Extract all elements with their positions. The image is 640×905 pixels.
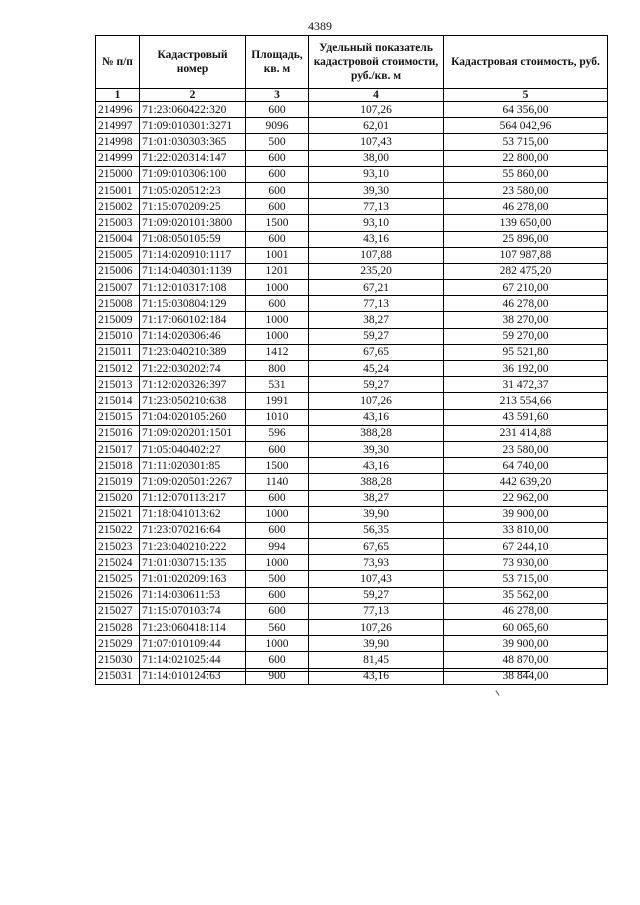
area-cell: 600 <box>246 166 309 182</box>
table-row <box>96 134 608 150</box>
table-row <box>96 102 608 118</box>
cadastral-number-cell: 71:12:020326:397 <box>140 377 246 393</box>
cadastral-number-cell: 71:17:060102:184 <box>140 312 246 328</box>
row-number-cell: 215020 <box>96 490 140 506</box>
cadastral-value-cell: 67 244,10 <box>444 539 608 555</box>
row-number-cell: 215016 <box>96 425 140 441</box>
area-cell: 500 <box>246 134 309 150</box>
table-row <box>96 506 608 522</box>
unit-value-cell: 39,30 <box>309 441 444 457</box>
cadastral-number-cell: 71:14:021025:44 <box>140 652 246 668</box>
area-cell: 600 <box>246 150 309 166</box>
unit-value-cell: 388,28 <box>309 425 444 441</box>
cadastral-number-cell: 71:09:010301:3271 <box>140 118 246 134</box>
unit-value-cell: 67,21 <box>309 280 444 296</box>
row-number-cell: 215029 <box>96 636 140 652</box>
header-cadastral-number: Кадастровый номер <box>140 36 246 89</box>
row-number-cell: 215010 <box>96 328 140 344</box>
cadastral-value-cell: 43 591,60 <box>444 409 608 425</box>
area-cell: 1991 <box>246 393 309 409</box>
table-row <box>96 263 608 279</box>
unit-value-cell: 38,00 <box>309 150 444 166</box>
table-row <box>96 393 608 409</box>
cadastral-value-cell: 39 900,00 <box>444 506 608 522</box>
area-cell: 600 <box>246 296 309 312</box>
table-row <box>96 280 608 296</box>
unit-value-cell: 73,93 <box>309 555 444 571</box>
unit-value-cell: 39,90 <box>309 506 444 522</box>
table-row <box>96 328 608 344</box>
row-number-cell: 215000 <box>96 166 140 182</box>
table-row <box>96 344 608 360</box>
header-cadastral-value: Кадастровая стоимость, руб. <box>444 36 608 89</box>
area-cell: 560 <box>246 620 309 636</box>
table-row <box>96 539 608 555</box>
cadastral-value-cell: 67 210,00 <box>444 280 608 296</box>
cadastral-number-cell: 71:09:010306:100 <box>140 166 246 182</box>
cadastral-value-cell: 231 414,88 <box>444 425 608 441</box>
table-row <box>96 474 608 490</box>
cadastral-number-cell: 71:18:041013:62 <box>140 506 246 522</box>
cadastral-number-cell: 71:14:020306:46 <box>140 328 246 344</box>
row-number-cell: 215013 <box>96 377 140 393</box>
unit-value-cell: 388,28 <box>309 474 444 490</box>
area-cell: 1000 <box>246 636 309 652</box>
column-number: 4 <box>309 89 444 102</box>
unit-value-cell: 39,90 <box>309 636 444 652</box>
row-number-cell: 215018 <box>96 458 140 474</box>
column-number: 3 <box>246 89 309 102</box>
cadastral-number-cell: 71:22:030202:74 <box>140 361 246 377</box>
row-number-cell: 214999 <box>96 150 140 166</box>
area-cell: 1000 <box>246 506 309 522</box>
table-row <box>96 620 608 636</box>
area-cell: 1010 <box>246 409 309 425</box>
unit-value-cell: 77,13 <box>309 296 444 312</box>
unit-value-cell: 67,65 <box>309 344 444 360</box>
cadastral-value-cell: 46 278,00 <box>444 296 608 312</box>
table-row <box>96 231 608 247</box>
row-number-cell: 215012 <box>96 361 140 377</box>
table-row <box>96 118 608 134</box>
row-number-cell: 215009 <box>96 312 140 328</box>
unit-value-cell: 59,27 <box>309 377 444 393</box>
cadastral-value-cell: 23 580,00 <box>444 441 608 457</box>
unit-value-cell: 43,16 <box>309 458 444 474</box>
area-cell: 600 <box>246 490 309 506</box>
area-cell: 1000 <box>246 312 309 328</box>
table-row <box>96 490 608 506</box>
unit-value-cell: 107,88 <box>309 247 444 263</box>
area-cell: 1000 <box>246 280 309 296</box>
cadastral-value-cell: 64 740,00 <box>444 458 608 474</box>
cadastral-value-cell: 55 860,00 <box>444 166 608 182</box>
table-row <box>96 571 608 587</box>
cadastral-number-cell: 71:11:020301:85 <box>140 458 246 474</box>
row-number-cell: 215021 <box>96 506 140 522</box>
area-cell: 500 <box>246 571 309 587</box>
row-number-cell: 214998 <box>96 134 140 150</box>
row-number-cell: 215022 <box>96 522 140 538</box>
cadastral-value-cell: 46 278,00 <box>444 199 608 215</box>
row-number-cell: 215025 <box>96 571 140 587</box>
area-cell: 600 <box>246 441 309 457</box>
row-number-cell: 215031 <box>96 668 140 684</box>
unit-value-cell: 77,13 <box>309 603 444 619</box>
unit-value-cell: 107,26 <box>309 393 444 409</box>
table-row <box>96 441 608 457</box>
unit-value-cell: 56,35 <box>309 522 444 538</box>
cadastral-number-cell: 71:09:020101:3800 <box>140 215 246 231</box>
unit-value-cell: 38,27 <box>309 490 444 506</box>
row-number-cell: 215014 <box>96 393 140 409</box>
unit-value-cell: 235,20 <box>309 263 444 279</box>
cadastral-number-cell: 71:08:050105:59 <box>140 231 246 247</box>
area-cell: 600 <box>246 182 309 198</box>
cadastral-number-cell: 71:23:040210:222 <box>140 539 246 555</box>
area-cell: 1412 <box>246 344 309 360</box>
unit-value-cell: 107,26 <box>309 620 444 636</box>
unit-value-cell: 45,24 <box>309 361 444 377</box>
cadastral-value-cell: 73 930,00 <box>444 555 608 571</box>
unit-value-cell: 93,10 <box>309 166 444 182</box>
row-number-cell: 215008 <box>96 296 140 312</box>
area-cell: 600 <box>246 603 309 619</box>
area-cell: 1500 <box>246 458 309 474</box>
page-number: 4389 <box>308 19 332 33</box>
cadastral-number-cell: 71:01:030715:135 <box>140 555 246 571</box>
cadastral-value-cell: 139 650,00 <box>444 215 608 231</box>
unit-value-cell: 43,16 <box>309 231 444 247</box>
row-number-cell: 215019 <box>96 474 140 490</box>
unit-value-cell: 38,27 <box>309 312 444 328</box>
cadastral-value-cell: 39 900,00 <box>444 636 608 652</box>
table-row <box>96 377 608 393</box>
header-unit-value: Удельный показатель кадастровой стоимости, руб./кв. м <box>309 36 444 89</box>
area-cell: 1140 <box>246 474 309 490</box>
unit-value-cell: 93,10 <box>309 215 444 231</box>
table-row <box>96 652 608 668</box>
row-number-cell: 215002 <box>96 199 140 215</box>
cadastral-number-cell: 71:23:050210:638 <box>140 393 246 409</box>
table-row <box>96 425 608 441</box>
area-cell: 531 <box>246 377 309 393</box>
cadastral-number-cell: 71:15:070209:25 <box>140 199 246 215</box>
cadastral-value-cell: 59 270,00 <box>444 328 608 344</box>
table-row <box>96 199 608 215</box>
row-number-cell: 215001 <box>96 182 140 198</box>
cadastral-number-cell: 71:15:070103:74 <box>140 603 246 619</box>
scan-mark <box>495 690 499 695</box>
cadastral-value-cell: 31 472,37 <box>444 377 608 393</box>
cadastral-value-cell: 442 639,20 <box>444 474 608 490</box>
area-cell: 1000 <box>246 555 309 571</box>
row-number-cell: 215011 <box>96 344 140 360</box>
table-row <box>96 247 608 263</box>
cadastral-value-cell: 35 562,00 <box>444 587 608 603</box>
area-cell: 1500 <box>246 215 309 231</box>
unit-value-cell: 67,65 <box>309 539 444 555</box>
area-cell: 600 <box>246 522 309 538</box>
area-cell: 9096 <box>246 118 309 134</box>
footer-divider <box>204 671 530 672</box>
table-row <box>96 312 608 328</box>
cadastral-value-cell: 38 844,00 <box>444 668 608 684</box>
table-row <box>96 361 608 377</box>
unit-value-cell: 107,43 <box>309 571 444 587</box>
cadastral-number-cell: 71:09:020201:1501 <box>140 425 246 441</box>
area-cell: 800 <box>246 361 309 377</box>
table-header <box>96 36 608 102</box>
table-row <box>96 522 608 538</box>
table-row <box>96 603 608 619</box>
row-number-cell: 215004 <box>96 231 140 247</box>
column-number: 2 <box>140 89 246 102</box>
area-cell: 900 <box>246 668 309 684</box>
cadastral-number-cell: 71:15:030804:129 <box>140 296 246 312</box>
cadastral-number-cell: 71:23:070216:64 <box>140 522 246 538</box>
row-number-cell: 215027 <box>96 603 140 619</box>
table-row <box>96 182 608 198</box>
unit-value-cell: 81,45 <box>309 652 444 668</box>
row-number-cell: 215005 <box>96 247 140 263</box>
cadastral-number-cell: 71:23:060418:114 <box>140 620 246 636</box>
unit-value-cell: 59,27 <box>309 587 444 603</box>
cadastral-value-cell: 213 554,66 <box>444 393 608 409</box>
row-number-cell: 215030 <box>96 652 140 668</box>
cadastral-number-cell: 71:12:070113:217 <box>140 490 246 506</box>
column-number-row <box>96 89 608 102</box>
cadastral-value-cell: 36 192,00 <box>444 361 608 377</box>
cadastral-number-cell: 71:01:020209:163 <box>140 571 246 587</box>
row-number-cell: 215026 <box>96 587 140 603</box>
header-row-number: № п/п <box>96 36 140 89</box>
row-number-cell: 215028 <box>96 620 140 636</box>
table-row <box>96 166 608 182</box>
area-cell: 596 <box>246 425 309 441</box>
cadastral-value-cell: 22 800,00 <box>444 150 608 166</box>
cadastral-value-cell: 95 521,80 <box>444 344 608 360</box>
table-row <box>96 636 608 652</box>
table-row <box>96 458 608 474</box>
cadastral-number-cell: 71:23:060422:320 <box>140 102 246 118</box>
unit-value-cell: 43,16 <box>309 409 444 425</box>
row-number-cell: 214996 <box>96 102 140 118</box>
cadastral-number-cell: 71:09:020501:2267 <box>140 474 246 490</box>
table-body <box>96 102 608 685</box>
table-row <box>96 409 608 425</box>
cadastral-number-cell: 71:07:010109:44 <box>140 636 246 652</box>
table-row <box>96 587 608 603</box>
unit-value-cell: 59,27 <box>309 328 444 344</box>
table-row <box>96 150 608 166</box>
area-cell: 600 <box>246 199 309 215</box>
unit-value-cell: 107,26 <box>309 102 444 118</box>
unit-value-cell: 43,16 <box>309 668 444 684</box>
area-cell: 600 <box>246 102 309 118</box>
unit-value-cell: 62,01 <box>309 118 444 134</box>
unit-value-cell: 39,30 <box>309 182 444 198</box>
table-row <box>96 215 608 231</box>
row-number-cell: 215007 <box>96 280 140 296</box>
cadastral-value-cell: 33 810,00 <box>444 522 608 538</box>
row-number-cell: 214997 <box>96 118 140 134</box>
cadastral-number-cell: 71:05:040402:27 <box>140 441 246 457</box>
cadastral-value-cell: 22 962,00 <box>444 490 608 506</box>
cadastral-value-cell: 46 278,00 <box>444 603 608 619</box>
cadastral-number-cell: 71:14:030611:53 <box>140 587 246 603</box>
row-number-cell: 215023 <box>96 539 140 555</box>
area-cell: 1001 <box>246 247 309 263</box>
row-number-cell: 215024 <box>96 555 140 571</box>
area-cell: 600 <box>246 587 309 603</box>
row-number-cell: 215003 <box>96 215 140 231</box>
row-number-cell: 215017 <box>96 441 140 457</box>
cadastral-value-cell: 25 896,00 <box>444 231 608 247</box>
column-number: 1 <box>96 89 140 102</box>
cadastral-value-cell: 38 270,00 <box>444 312 608 328</box>
cadastral-value-cell: 282 475,20 <box>444 263 608 279</box>
cadastral-value-table <box>95 35 608 685</box>
cadastral-number-cell: 71:14:040301:1139 <box>140 263 246 279</box>
cadastral-number-cell: 71:12:010317:108 <box>140 280 246 296</box>
cadastral-value-cell: 23 580,00 <box>444 182 608 198</box>
area-cell: 1000 <box>246 328 309 344</box>
area-cell: 1201 <box>246 263 309 279</box>
cadastral-number-cell: 71:22:020314:147 <box>140 150 246 166</box>
cadastral-value-cell: 53 715,00 <box>444 134 608 150</box>
area-cell: 994 <box>246 539 309 555</box>
cadastral-number-cell: 71:14:020910:1117 <box>140 247 246 263</box>
cadastral-value-cell: 48 870,00 <box>444 652 608 668</box>
table-row <box>96 296 608 312</box>
cadastral-value-cell: 53 715,00 <box>444 571 608 587</box>
header-area: Площадь, кв. м <box>246 36 309 89</box>
row-number-cell: 215015 <box>96 409 140 425</box>
cadastral-value-cell: 60 065,60 <box>444 620 608 636</box>
table-row <box>96 555 608 571</box>
cadastral-number-cell: 71:05:020512:23 <box>140 182 246 198</box>
cadastral-number-cell: 71:14:010124:63 <box>140 668 246 684</box>
unit-value-cell: 107,43 <box>309 134 444 150</box>
cadastral-value-cell: 64 356,00 <box>444 102 608 118</box>
column-number: 5 <box>444 89 608 102</box>
cadastral-number-cell: 71:01:030303:365 <box>140 134 246 150</box>
area-cell: 600 <box>246 231 309 247</box>
unit-value-cell: 77,13 <box>309 199 444 215</box>
cadastral-value-cell: 107 987,88 <box>444 247 608 263</box>
area-cell: 600 <box>246 652 309 668</box>
cadastral-number-cell: 71:23:040210:389 <box>140 344 246 360</box>
row-number-cell: 215006 <box>96 263 140 279</box>
cadastral-number-cell: 71:04:020105:260 <box>140 409 246 425</box>
cadastral-value-cell: 564 042,96 <box>444 118 608 134</box>
